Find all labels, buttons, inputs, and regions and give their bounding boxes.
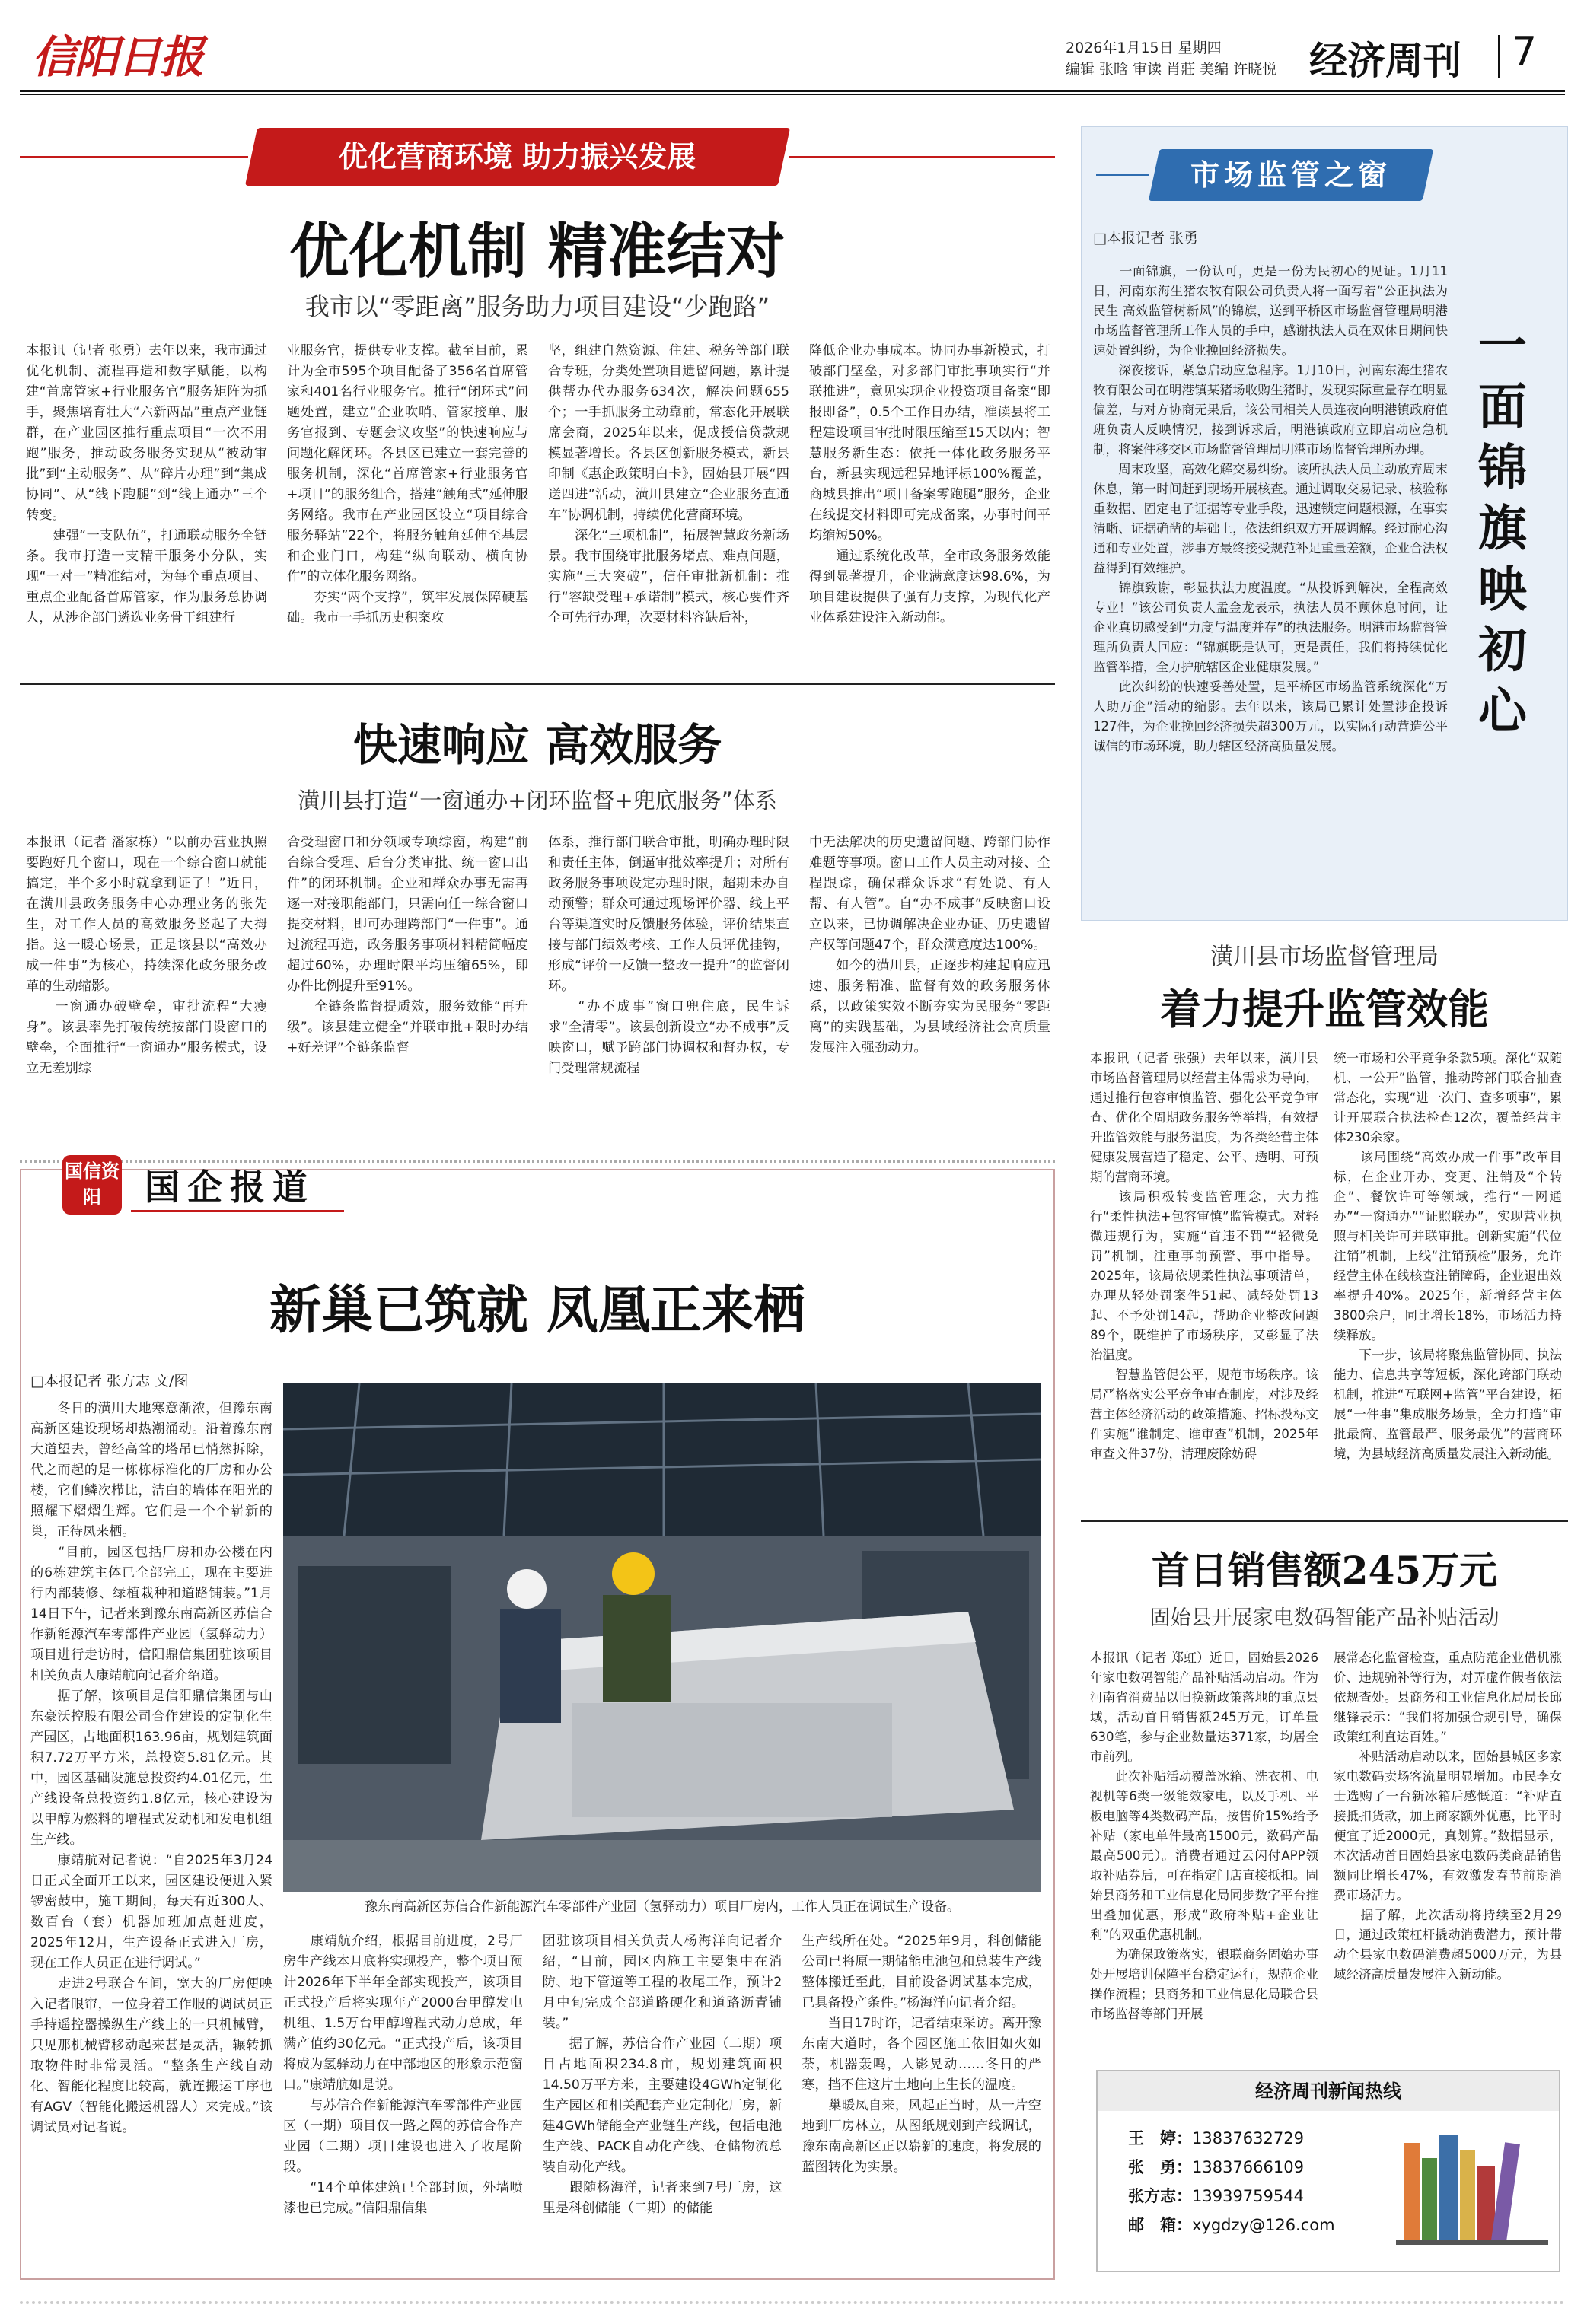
article3-col-2: 统一市场和公平竞争条款5项。深化“双随机、一公开”监管，推动跨部门联合抽查常态化，实现“进一次门、查多项事”，累计开展联合执法检查12次，覆盖经营主体230余家。 该局围绕“高效办成一件事”改革目标，在企业开办、变更、注销及“个转企”、餐饮许可等领域，推行“一网通办”“一窗通办”“证照联办”，实现营业执照与相关许可并联审批。创新实施“代位注销”机制，上线“注销预检”服务，允许经营主体在线核查注销障碍，企业退出效率提升40%。2025年，新增经营主体3800余户，同比增长18%，市场活力持续释放。 下一步，该局将聚焦监管协同、执法能力、信息共享等短板，深化跨部门联动机制，推进“互联网+监管”平台建设，拓展“一件事”集成服务场景，全力打造“审批最简、监管最严、服务最优”的营商环境，为县域经济高质量发展注入新动能。 <box>1334 1051 1562 1461</box>
guoqi-body <box>283 1931 1041 2268</box>
factory-photo <box>283 1383 1041 1892</box>
article4-title: 首日销售额245万元 <box>1151 1548 1498 1593</box>
guoqi-badge <box>62 1155 122 1215</box>
banner-rule <box>20 156 248 158</box>
article2-col-2: 合受理窗口和分领域专项综窗，构建“前台综合受理、后台分类审批、统一窗口出件”的闭环机制。企业和群众办事无需再逐一对接职能部门，只需向任一综合窗口提交材料，即可办理跨部门“一件事”。通过流程再造，政务服务事项材料精简幅度超过60%，办理时限平均压缩65%，即办件比例提升至91%。 全链条监督提质效，服务效能“再升级”。该县建立健全“并联审批+限时办结+好差评”全链条监督 <box>287 835 528 1055</box>
page-divider <box>1498 35 1500 78</box>
issue-date: 2026年1月15日 星期四 <box>1066 40 1222 56</box>
guoqi-label-rule <box>131 1210 344 1212</box>
article4-subtitle: 固始县开展家电数码智能产品补贴活动 <box>1149 1606 1500 1630</box>
hotline-name-3: 张方志： <box>1128 2187 1192 2205</box>
guoqi-col-1: 康靖航介绍，根据目前进度，2号厂房生产线本月底将实现投产，整个项目预计2026年下半年全部实现投产，该项目正式投产后将实现年产2000台甲醇发电机组、1.5万台甲醇增程式动力总成，年满产值约30亿元。“正式投产后，该项目将成为氢驿动力在中部地区的形象示范窗口。”康靖航如是说。 与苏信合作新能源汽车零部件产业园区（一期）项目仅一路之隔的苏信合作产业园（二期）项目建设也进入了收尾阶段。 “14个单体建筑已全部封顶，外墙喷漆也已完成。”信阳鼎信集 <box>283 1934 523 2216</box>
guoqi-byline: □本报记者 张方志 文/图 <box>30 1373 189 1390</box>
books-icon <box>1396 2120 1548 2249</box>
hotline-name-4: 邮 箱： <box>1128 2216 1192 2234</box>
article1-bottom-rule <box>20 683 1055 685</box>
article4-col-2: 展常态化监督检查，重点防范企业借机涨价、违规骗补等行为，对弄虚作假者依法依规查处。县商务和工业信息化局局长邱继锋表示：“我们将加强合规引导，确保政策红利直达百姓。” 补贴活动启动以来，固始县城区多家家电数码卖场客流量明显增加。市民李女士选购了一台新冰箱后感慨道：“补贴直接抵扣货款，加上商家额外优惠，比平时便宜了近2000元，真划算。”数据显示，本次活动首日固始县家电数码类商品销售额同比增长47%，有效激发春节前期消费市场活力。 据了解，此次活动将持续至2月29日，通过政策杠杆撬动消费潜力，预计带动全县家电数码消费超5000万元，为县域经济高质量发展注入新动能。 <box>1334 1651 1562 1982</box>
guoqi-left-col: 冬日的潢川大地寒意渐浓，但豫东南高新区建设现场却热潮涌动。沿着豫东南大道望去，曾经高耸的塔吊已悄然拆除，代之而起的是一栋栋标准化的厂房和办公楼，它们鳞次栉比，洁白的墙体在阳光的照耀下熠熠生辉。它们是一个个崭新的巢，正待凤来栖。 “目前，园区包括厂房和办公楼在内的6栋建筑主体已全部完工，现在主要进行内部装修、绿植栽种和道路铺装。”1月14日下午，记者来到豫东南高新区苏信合作新能源汽车零部件产业园（氢驿动力）项目进行走访时，信阳鼎信集团驻该项目相关负责人康靖航向记者介绍道。 据了解，该项目是信阳鼎信集团与山东豪沃控股有限公司合作建设的定制化生产园区，占地面积163.96亩，规划建筑面积7.72万平方米，总投资5.81亿元。其中，园区基础设施总投资约4.01亿元，生产线设备总投资约1.8亿元，核心建设为以甲醇为燃料的增程式发动机和发电机组生产线。 康靖航对记者说：“自2025年3月24日正式全面开工以来，园区建设便进入紧锣密鼓中，施工期间，每天有近300人、数百台（套）机器加班加点赶进度，2025年12月，生产设备正式进入厂房，现在工作人员正在进行调试。” 走进2号联合车间，宽大的厂房便映入记者眼帘，一位身着工作服的调试员正手持遥控器操纵生产线上的一只机械臂，只见那机械臂移动起来甚是灵活，辗转抓取物件时非常灵活。“整条生产线自动化、智能化程度比较高，就连搬运工序也有AGV（智能化搬运机器人）来完成。”该调试员对记者说。 <box>30 1401 272 2135</box>
hotline-row-2 <box>1128 2155 1304 2178</box>
market-byline-text: 本报记者 张勇 <box>1106 230 1198 247</box>
guoqi-byline-text: 本报记者 张方志 文/图 <box>43 1373 189 1390</box>
market-banner-label: 市场监管之窗 <box>1190 158 1391 192</box>
newspaper-logo: 信阳日报 <box>32 31 203 83</box>
market-banner <box>1149 149 1433 201</box>
article1-subtitle: 我市以“零距离”服务助力项目建设“少跑路” <box>304 292 770 321</box>
article2-col-4: 中无法解决的历史遗留问题、跨部门协作难题等事项。窗口工作人员主动对接、全程跟踪，确保群众诉求“有处说、有人帮、有人管”。自“办不成事”反映窗口设立以来，已协调解决企业办证、历史遗留产权等问题47个，群众满意度达100%。 如今的潢川县，正逐步构建起响应迅速、服务精准、监督有效的政务服务体系，以政策实效不断夯实为民服务“零距离”的实践基础，为县域经济社会高质量发展注入强劲动力。 <box>809 835 1050 1055</box>
article1-body <box>26 341 1050 668</box>
market-byline: □本报记者 张勇 <box>1093 230 1198 247</box>
article4-col-1: 本报讯（记者 郑虹）近日，固始县2026年家电数码智能产品补贴活动启动。作为河南省消费品以旧换新政策落地的重点县域，活动首日销售额245万元，订单量630笔，参与企业数量达371家，均居全市前列。 此次补贴活动覆盖冰箱、洗衣机、电视机等6类一级能效家电，以及手机、平板电脑等4类数码产品，按售价15%给予补贴（家电单件最高1500元，数码产品最高500元）。消费者通过云闪付APP领取补贴券后，可在指定门店直接抵扣。固始县商务和工业信息化局同步数字平台推出叠加优惠，形成“政府补贴+企业让利”的双重优惠机制。 为确保政策落实，银联商务固始办事处开展培训保障平台稳定运行，规范企业操作流程；县商务和工业信息化局联合县市场监督等部门开展 <box>1090 1651 1318 2021</box>
topic-banner <box>245 128 790 186</box>
article3-body <box>1090 1049 1562 1505</box>
guoqi-col-3: 生产线所在处。“2025年9月，科创储能公司已将原一期储能电池包和总装生产线整体搬迁至此，目前设备调试基本完成，已具备投产条件。”杨海洋向记者介绍。 当日17时许，记者结束采访。离开豫东南大道时，各个园区施工依旧如火如荼，机器轰鸣，人影晃动……冬日的严寒，挡不住这片土地向上生长的温度。 巢暖凤自来，风起正当时，从一片空地到厂房林立，从图纸规划到产线调试，豫东南高新区正以崭新的速度，将发展的蓝图转化为实景。 <box>802 1934 1041 2175</box>
guoqi-label: 国企报道 <box>145 1167 315 1208</box>
hotline-row-4 <box>1128 2213 1335 2236</box>
article2-col-1: 本报讯（记者 潘家栋）“以前办营业执照要跑好几个窗口，现在一个综合窗口就能搞定，半个多小时就拿到证了！”近日，在潢川县政务服务中心办理业务的张先生，对工作人员的高效服务竖起了大拇指。这一暖心场景，正是该县以“高效办成一件事”为核心，持续深化政务服务改革的生动缩影。 一窗通办破壁垒，审批流程“大瘦身”。该县率先打破传统按部门设窗口的壁垒，全面推行“一窗通办”服务模式，设立无差别综 <box>26 835 267 1076</box>
article2-title: 快速响应 高效服务 <box>352 719 722 771</box>
article3-title: 着力提升监管效能 <box>1160 985 1489 1033</box>
market-banner-line <box>1096 174 1149 176</box>
photo-caption: 豫东南高新区苏信合作新能源汽车零部件产业园（氢驿动力）项目厂房内，工作人员正在调试生产设备。 <box>365 1899 960 1915</box>
hotline-phone-3: 13939759544 <box>1192 2187 1304 2205</box>
hotline-name-1: 王 婷： <box>1128 2129 1192 2147</box>
article2-col-3: 体系，推行部门联合审批，明确办理时限和责任主体，倒逼审批效率提升；对所有政务服务事项设定办理时限，超期未办自动预警；群众可通过现场评价器、线上平台等渠道实时反馈服务体验，评价结果直接与部门绩效考核、工作人员评优挂钩，形成“评价一反馈一整改一提升”的监督闭环。 “办不成事”窗口兜住底，民生诉求“全清零”。该县创新设立“办不成事”反映窗口，赋予跨部门协调权和督办权，专门受理常规流程 <box>548 835 789 1076</box>
article4-body <box>1090 1648 1562 2044</box>
article3-col-1: 本报讯（记者 张强）去年以来，潢川县市场监督管理局以经营主体需求为导向，通过推行包容审慎监管、强化公平竞争审查、优化全周期政务服务等举措，有效提升监管效能与服务温度，为各类经营主体健康发展营造了稳定、公平、透明、可预期的营商环境。 该局积极转变监管理念，大力推行“柔性执法+包容审慎”监管模式。对轻微违规行为，实施“首违不罚”“轻微免罚”机制，注重事前预警、事中指导。2025年，该局依规柔性执法事项清单，办理从轻处罚案件51起、减轻处罚13起、不予处罚14起，帮助企业整改问题89个，既维护了市场秩序，又彰显了法治温度。 智慧监管促公平，规范市场秩序。该局严格落实公平竞争审查制度，对涉及经营主体经济活动的政策措施、招标投标文件实施“谁制定、谁审查”机制，2025年审查文件37份，清理废除妨碍 <box>1090 1051 1318 1461</box>
banner-rule-right <box>789 156 1055 158</box>
article1-col-3: 坚，组建自然资源、住建、税务等部门联合专班，分类处置项目遗留问题，累计提供帮办代办服务634次，解决问题655个；一手抓服务主动靠前，常态化开展联席会商，2025年以来，促成授信贷款规模显著增长。各县区创新服务模式，新县印制《惠企政策明白卡》，固始县开展“四送四进”活动，潢川县建立“企业服务直通车”协调机制，持续优化营商环境。 深化“三项机制”，拓展智慧政务新场景。我市围绕审批服务堵点、难点问题，实施“三大突破”，信任审批新机制：推行“容缺受理+承诺制”模式，核心要件齐全可先行办理，次要材料容缺后补， <box>548 343 789 626</box>
hotline-box <box>1096 2070 1560 2272</box>
editor-credits: 编辑 张晗 审读 肖莊 美编 许晓悦 <box>1066 61 1277 78</box>
guoqi-title: 新巢已筑就 凤凰正来栖 <box>269 1280 805 1341</box>
masthead-rule <box>20 90 1565 92</box>
market-story-body: 一面锦旗，一份认可，更是一份为民初心的见证。1月11日，河南东海生猪农牧有限公司负责人将一面写着“公正执法为民生 高效监管树新风”的锦旗，送到平桥区市场监督管理局明港市场监督管理所工作人员的手中，感谢执法人员在双休日期间快速处置纠纷，为企业挽回经济损失。 深夜接诉，紧急启动应急程序。1月10日，河南东海生猪农牧有限公司在明港镇某猪场收购生猪时，发现实际重量存在明显偏差，与对方协商无果后，该公司相关人员连夜向明港镇政府值班负责人反映情况，接到诉求后，明港镇政府立即启动应急机制，将案件移交区市场监督管理局明港市场监督管理所办理。 周末攻坚，高效化解交易纠纷。该所执法人员主动放弃周末休息，第一时间赶到现场开展核查。通过调取交易记录、核验称重数据、固定电子证据等专业手段，迅速锁定问题根源，在事实清晰、证据确凿的基础上，依法组织双方开展调解。经过耐心沟通和专业处置，涉事方最终接受规范补足重量差额，企业合法权益得到有效维护。 锦旗致谢，彰显执法力度温度。“从投诉到解决，全程高效专业！”该公司负责人孟金龙表示，执法人员不顾休息时间，让企业真切感受到“力度与温度并存”的执法服务。明港市场监督管理所负责人回应：“锦旗既是认可，更是责任，我们将持续优化监管举措，全力护航辖区企业健康发展。” 此次纠纷的快速妥善处置，是平桥区市场监管系统深化“万人助万企”活动的缩影。去年以来，该局已累计处置涉企投诉127件，为企业挽回经济损失超300万元，以实际行动营造公平诚信的市场环境，助力辖区经济高质量发展。 <box>1093 264 1448 753</box>
page-number: 7 <box>1512 29 1538 75</box>
hotline-phone-1: 13837632729 <box>1192 2129 1304 2147</box>
topic-banner-label: 优化营商环境 助力振兴发展 <box>339 140 696 174</box>
hotline-phone-2: 13837666109 <box>1192 2158 1304 2176</box>
hotline-title: 经济周刊新闻热线 <box>1098 2071 1559 2111</box>
article3-kicker: 潢川县市场监督管理局 <box>1210 944 1439 970</box>
footer-dots <box>20 2301 1565 2312</box>
article2-body <box>26 833 1050 1144</box>
guoqi-badge-text: 国信资阳 <box>65 1160 120 1208</box>
article1-col-4: 降低企业办事成本。协同办事新模式，打破部门壁垒，对多部门审批事项实行“并联推进”，意见实现企业投资项目备案“即报即备”，0.5个工作日办结，准读县将工程建设项目审批时限压缩至15天以内；智慧服务新生态：依托一体化政务服务平台，新县实现远程异地评标100%覆盖，商城县推出“项目备案零跑腿”服务，企业在线提交材料即可完成备案，办事时间平均缩短50%。 通过系统化改革，全市政务服务效能得到显著提升，企业满意度达98.6%，为项目建设提供了强有力支撑，为现代化产业体系建设注入新动能。 <box>809 343 1050 626</box>
article1-title: 优化机制 精准结对 <box>289 217 786 286</box>
section-title: 经济周刊 <box>1309 38 1461 83</box>
hotline-row-3 <box>1128 2184 1304 2207</box>
hotline-email: xygdzy@126.com <box>1192 2216 1335 2234</box>
masthead <box>0 0 1584 114</box>
hotline-name-2: 张 勇： <box>1128 2158 1192 2176</box>
factory-scene-image <box>283 1383 1041 1892</box>
article1-col-1: 本报讯（记者 张勇）去年以来，我市通过优化机制、流程再造和数字赋能，以构建“首席管家+行业服务官”服务矩阵为抓手，聚焦培育壮大“六新两品”重点产业链群，在产业园区推行重点项目“一次不用跑”服务，推动政务服务实现从“被动审批”到“主动服务”、从“碎片办理”到“集成协同”、从“线下跑腿”到“线上通办”三个转变。 建强“一支队伍”，打通联动服务全链条。我市打造一支精干服务小分队，实现“一对一”精准结对，为每个重点项目、重点企业配备首席管家，作为服务总协调人，从涉企部门遴选业务骨干组建行 <box>26 343 267 626</box>
masthead-rule-thin <box>20 94 1565 95</box>
guoqi-col-2: 团驻该项目相关负责人杨海洋向记者介绍，“目前，园区内施工主要集中在消防、地下管道等工程的收尾工作，预计2月中旬完成全部道路硬化和道路沥青铺装。” 据了解，苏信合作产业园（二期）项目占地面积234.8亩，规划建筑面积14.50万平方米，主要建设4GWh定制化生产园区和相关配套产业定制化厂房，新建4GWh储能全产业链生产线，包括电池生产线、PACK自动化产线、仓储物流总装自动化产线。 跟随杨海洋，记者来到7号厂房，这里是科创储能（二期）的储能 <box>542 1934 782 2216</box>
vertical-headline: 一面锦旗映初心 <box>1470 320 1527 746</box>
article1-col-2: 业服务官，提供专业支撑。截至目前，累计为全市595个项目配备了356名首席管家和401名行业服务官。推行“闭环式”问题处置，建立“企业吹哨、管家接单、服务官报到、专题会议攻坚”的快速响应与问题化解闭环。各县区已建立一套完善的服务机制，深化“首席管家+行业服务官+项目”的服务组合，搭建“触角式”延伸服务网络。我市在产业园区设立“项目综合服务驿站”22个，将服务触角延伸至基层和企业门口，构建“纵向联动、横向协作”的立体化服务网络。 夯实“两个支撑”，筑牢发展保障硬基础。我市一手抓历史积案攻 <box>287 343 528 626</box>
article3-bottom-rule <box>1081 1520 1568 1522</box>
hotline-row-1 <box>1128 2126 1304 2149</box>
article2-subtitle: 潢川县打造“一窗通办+闭环监督+兜底服务”体系 <box>298 788 777 813</box>
